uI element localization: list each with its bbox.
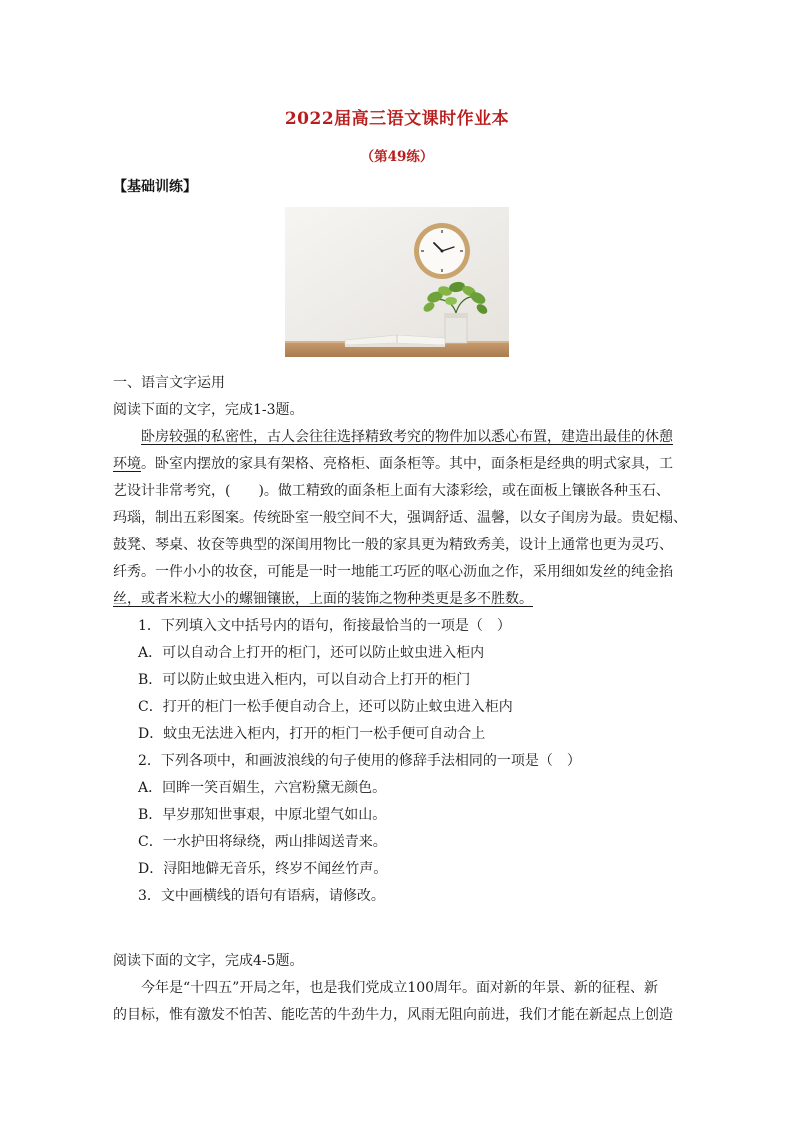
question-2-option-c: C．一水护田将绿绕，两山排闼送青来。 — [138, 834, 387, 850]
passage-line: 丝，或者米粒大小的螺钿镶嵌，上面的装饰之物种类更是多不胜数。 — [113, 591, 533, 607]
passage-line: 纤秀。一件小小的妆奁，可能是一时一地能工巧匠的呕心沥血之作，采用细如发丝的纯金掐 — [113, 564, 673, 580]
question-2-stem: 2．下列各项中，和画波浪线的句子使用的修辞手法相同的一项是（ ） — [138, 753, 581, 769]
question-2-option-b: B．早岁那知世事艰，中原北望气如山。 — [138, 807, 387, 823]
question-1-option-d: D．蚊虫无法进入柜内，打开的柜门一松手便可自动合上 — [138, 726, 486, 742]
passage-line — [113, 451, 683, 478]
part2-instruction: 阅读下面的文字，完成4-5题。 — [113, 953, 304, 969]
question-2-option-a: A．回眸一笑百媚生，六宫粉黛无颜色。 — [138, 780, 387, 796]
clock-icon — [414, 223, 470, 279]
section-tag: 【基础训练】 — [113, 179, 197, 195]
illustration-photo — [285, 207, 509, 357]
question-1-option-a: A．可以自动合上打开的柜门，还可以防止蚊虫进入柜内 — [138, 645, 485, 661]
part1-instruction: 阅读下面的文字，完成1-3题。 — [113, 402, 304, 418]
question-1-stem: 1．下列填入文中括号内的语句，衔接最恰当的一项是（ ） — [138, 618, 511, 634]
question-3-stem: 3．文中画横线的语句有语病，请修改。 — [138, 888, 385, 904]
part1-heading: 一、语言文字运用 — [113, 375, 225, 391]
document-title: 2022届高三语文课时作业本 — [284, 109, 510, 129]
passage-line-remainder: 。卧室内摆放的家具有架格、亮格柜、面条柜等。其中，面条柜是经典的明式家具，工 — [141, 456, 673, 472]
document-subtitle: （第49练） — [360, 149, 434, 165]
passage-line: 玛瑙，制出五彩图案。传统卧室一般空间不大，强调舒适、温馨，以女子闺房为最。贵妃榻、 — [113, 510, 687, 526]
part2-block — [113, 948, 683, 1029]
question-1-option-b: B．可以防止蚊虫进入柜内，可以自动合上打开的柜门 — [138, 672, 471, 688]
part1-block — [113, 370, 687, 910]
passage-line: 卧房较强的私密性，古人会往往选择精致考究的物件加以悉心布置，建造出最佳的休憩 — [141, 429, 673, 445]
passage-line: 鼓凳、琴桌、妆奁等典型的深闺用物比一般的家具更为精致秀美，设计上通常也更为灵巧、 — [113, 537, 673, 553]
passage-line: 艺设计非常考究，( )。做工精致的面条柜上面有大漆彩绘，或在面板上镶嵌各种玉石、 — [113, 483, 670, 499]
question-2-option-d: D．浔阳地僻无音乐，终岁不闻丝竹声。 — [138, 861, 388, 877]
passage2-line: 今年是“十四五”开局之年，也是我们党成立100周年。面对新的年景、新的征程、新 — [141, 980, 659, 996]
passage2-line: 的目标，惟有激发不怕苦、能吃苦的牛劲牛力，风雨无阻向前进，我们才能在新起点上创造 — [113, 1007, 673, 1023]
passage-underlined-fragment: 环境 — [113, 456, 141, 472]
question-1-option-c: C．打开的柜门一松手便自动合上，还可以防止蚊虫进入柜内 — [138, 699, 513, 715]
